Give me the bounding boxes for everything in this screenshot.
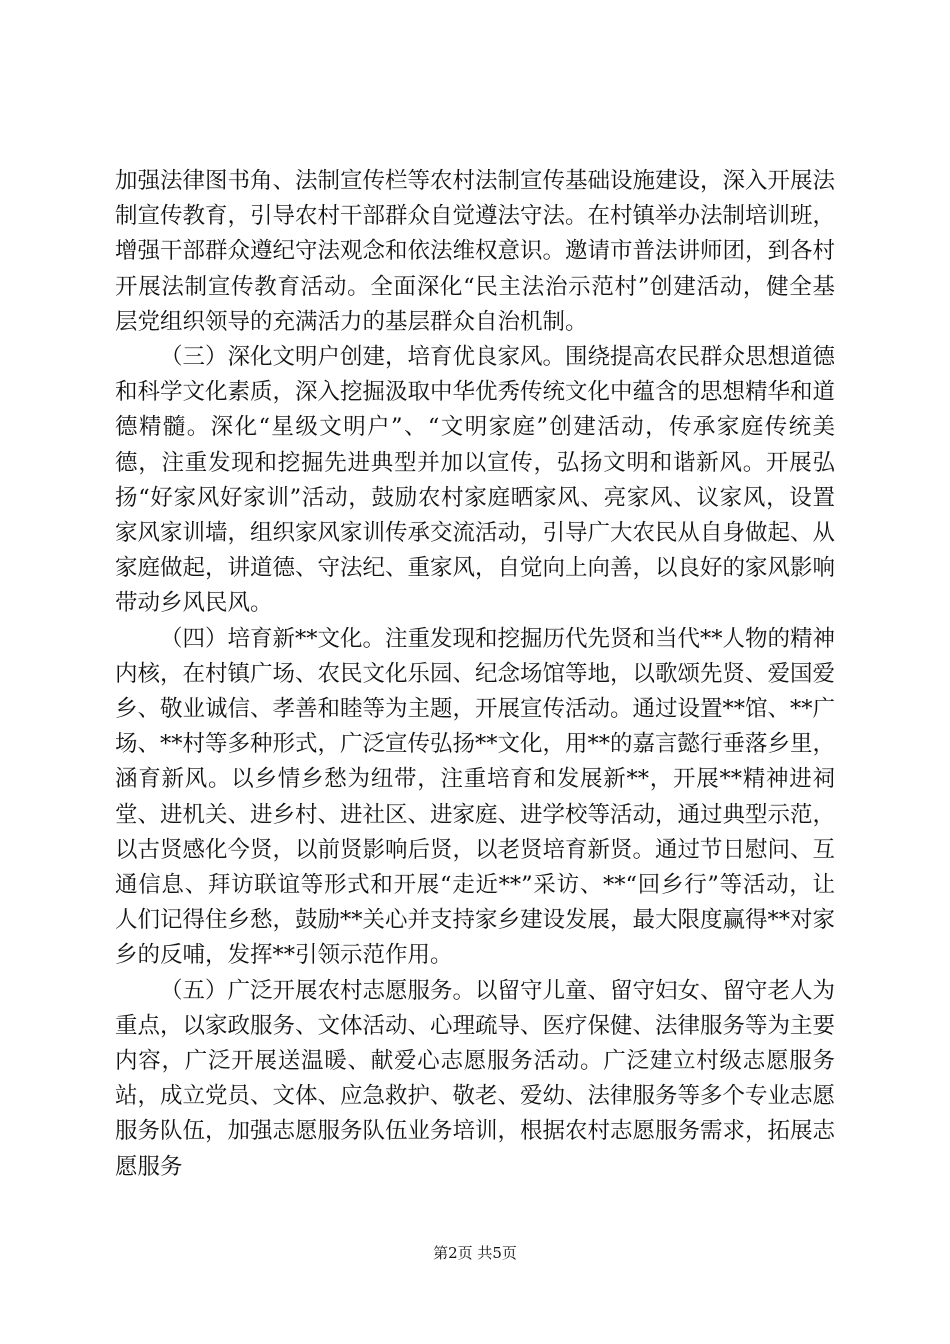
paragraph-civilized-household: （三）深化文明户创建，培育优良家风。围绕提高农民群众思想道德和科学文化素质，深入挖掘汲取中华优秀传统文化中蕴含的思想精华和道德精髓。深化“星级文明户”、“文明家庭”创建活动，传承家庭传统美德，注重发现和挖掘先进典型并加以宣传，弘扬文明和谐新风。开展弘扬“好家风好家训”活动，鼓励农村家庭晒家风、亮家风、议家风，设置家风家训墙，组织家风家训传承交流活动，引导广大农民从自身做起、从家庭做起，讲道德、守法纪、重家风，自觉向上向善，以良好的家风影响带动乡风民风。 (115, 344, 836, 617)
paragraph-law-publicity-continued: 加强法律图书角、法制宣传栏等农村法制宣传基础设施建设，深入开展法制宣传教育，引导农村干部群众自觉遵法守法。在村镇举办法制培训班，增强干部群众遵纪守法观念和依法维权意识。邀请市普法讲师团，到各村开展法制宣传教育活动。全面深化“民主法治示范村”创建活动，健全基层党组织领导的充满活力的基层群众自治机制。 (115, 168, 836, 335)
paragraph-new-culture: （四）培育新**文化。注重发现和挖掘历代先贤和当代**人物的精神内核，在村镇广场、农民文化乐园、纪念场馆等地，以歌颂先贤、爱国爱乡、敬业诚信、孝善和睦等为主题，开展宣传活动。通过设置**馆、**广场、**村等多种形式，广泛宣传弘扬**文化，用**的嘉言懿行垂落乡里，涵育新风。以乡情乡愁为纽带，注重培育和发展新**，开展**精神进祠堂、进机关、进乡村、进社区、进家庭、进学校等活动，通过典型示范，以古贤感化今贤，以前贤影响后贤，以老贤培育新贤。通过节日慰问、互通信息、拜访联谊等形式和开展“走近**”采访、**“回乡行”等活动，让人们记得住乡愁，鼓励**关心并支持家乡建设发展，最大限度赢得**对家乡的反哺，发挥**引领示范作用。 (115, 625, 836, 969)
document-body (115, 164, 835, 1185)
page-number-footer: 第2页 共5页 (433, 1244, 517, 1262)
paragraph-volunteer-service: （五）广泛开展农村志愿服务。以留守儿童、留守妇女、留守老人为重点，以家政服务、文体活动、心理疏导、医疗保健、法律服务等为主要内容，广泛开展送温暖、献爱心志愿服务活动。广泛建立村级志愿服务站，成立党员、文体、应急救护、敬老、爱幼、法律服务等多个专业志愿服务队伍，加强志愿服务队伍业务培训，根据农村志愿服务需求，拓展志愿服务 (115, 977, 836, 1180)
